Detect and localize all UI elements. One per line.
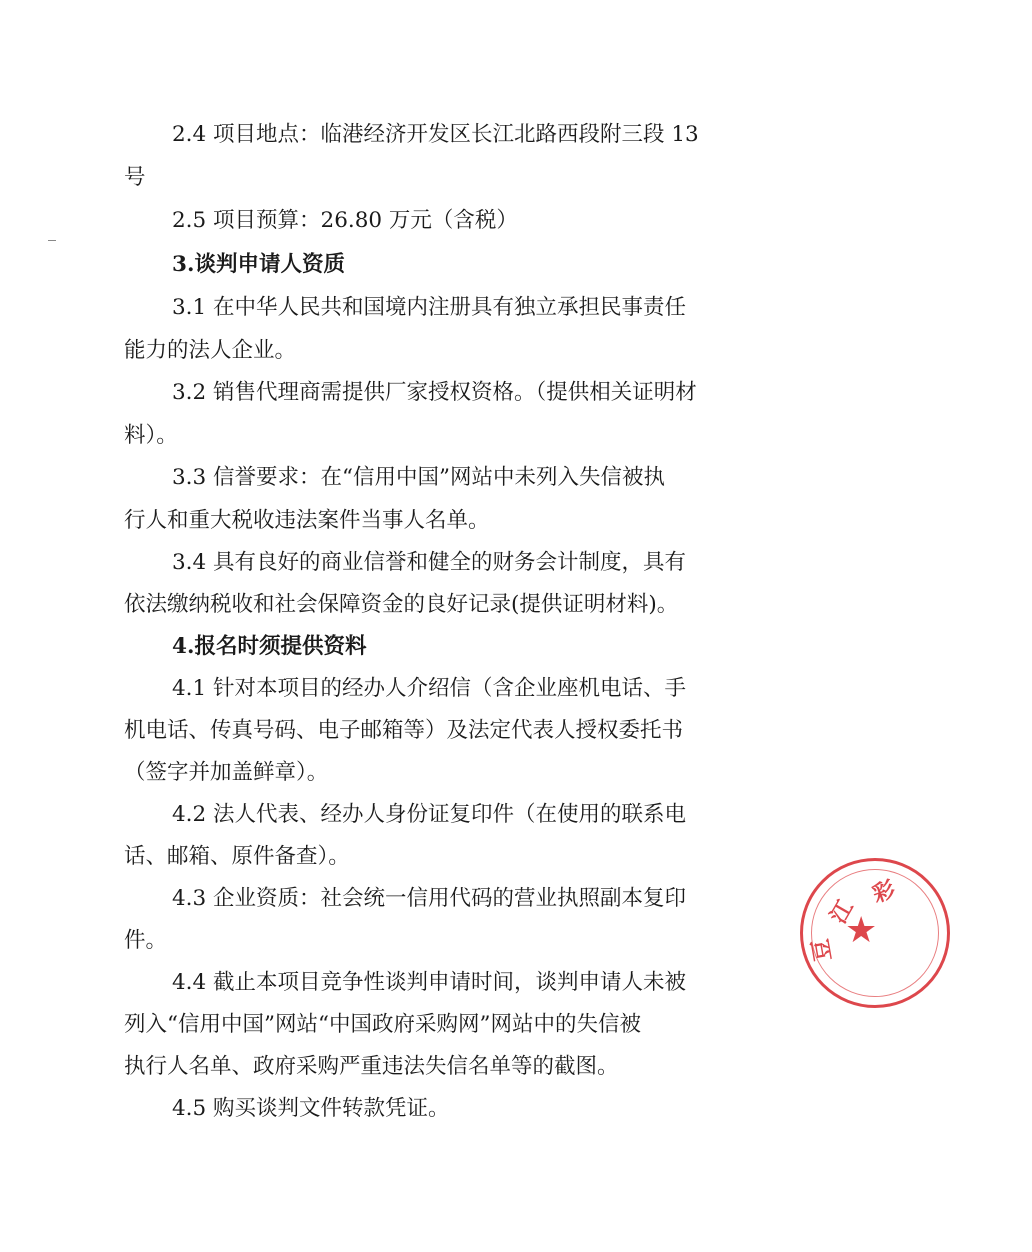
- paragraph-line: 2.4 项目地点：临港经济开发区长江北路西段附三段 13: [172, 122, 699, 147]
- paragraph-line: 4.4 截止本项目竞争性谈判申请时间，谈判申请人未被: [172, 970, 687, 995]
- paragraph-line: 件。: [124, 928, 168, 953]
- paragraph-line: 话、邮箱、原件备查）。: [124, 844, 350, 869]
- paragraph-line: 3.1 在中华人民共和国境内注册具有独立承担民事责任: [172, 295, 687, 320]
- paragraph-line: 行人和重大税收违法案件当事人名单。: [124, 508, 490, 533]
- seal-char-3: 豆: [807, 936, 837, 964]
- seal-char-1: 彩: [869, 876, 899, 908]
- paragraph-line: 3.4 具有良好的商业信誉和健全的财务会计制度，具有: [172, 550, 687, 575]
- paragraph-line: （签字并加盖鲜章）。: [124, 760, 329, 785]
- paragraph-line: 4.5 购买谈判文件转款凭证。: [172, 1096, 450, 1121]
- scan-mark: [48, 240, 56, 241]
- paragraph-line: 号: [124, 165, 146, 190]
- paragraph-line: 2.5 项目预算：26.80 万元（含税）: [172, 208, 518, 233]
- paragraph-line: 执行人名单、政府采购严重违法失信名单等的截图。: [124, 1054, 619, 1079]
- official-seal: [800, 858, 950, 1008]
- paragraph-line: 料）。: [124, 423, 178, 448]
- paragraph-line: 依法缴纳税收和社会保障资金的良好记录(提供证明材料)。: [124, 592, 679, 617]
- paragraph-line: 4.3 企业资质：社会统一信用代码的营业执照副本复印: [172, 886, 687, 911]
- seal-char-2: 江: [825, 895, 859, 929]
- paragraph-line: 列入“信用中国”网站“中国政府采购网”网站中的失信被: [124, 1012, 641, 1037]
- star-icon: ★: [845, 910, 878, 951]
- paragraph-line: 机电话、传真号码、电子邮箱等）及法定代表人授权委托书: [124, 718, 684, 743]
- paragraph-line: 3.2 销售代理商需提供厂家授权资格。（提供相关证明材: [172, 380, 697, 405]
- paragraph-line: 4.2 法人代表、经办人身份证复印件（在使用的联系电: [172, 802, 687, 827]
- paragraph-line: 能力的法人企业。: [124, 338, 297, 363]
- section-heading: 3.谈判申请人资质: [172, 252, 345, 277]
- paragraph-line: 3.3 信誉要求：在“信用中国”网站中未列入失信被执: [172, 465, 666, 490]
- section-heading: 4.报名时须提供资料: [172, 634, 367, 659]
- paragraph-line: 4.1 针对本项目的经办人介绍信（含企业座机电话、手: [172, 676, 687, 701]
